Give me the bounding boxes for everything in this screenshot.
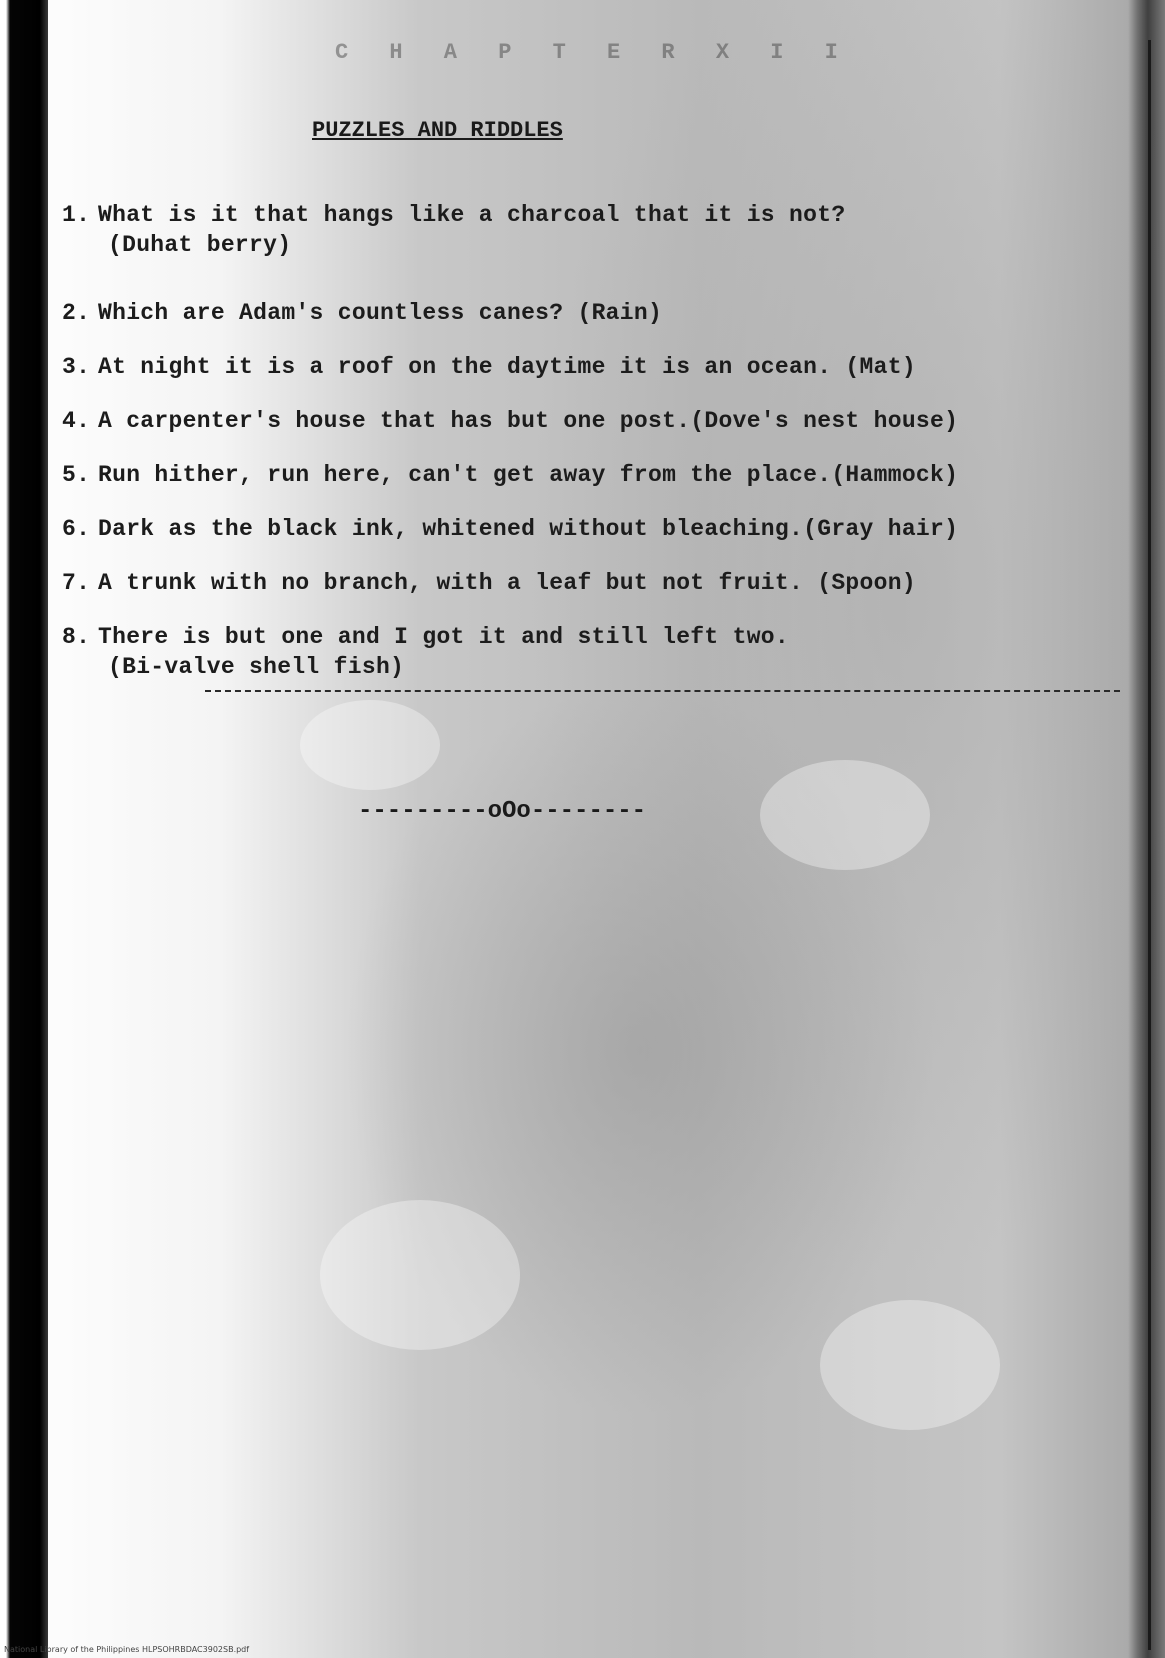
riddle-text: What is it that hangs like a charcoal that it is not? [98,202,846,228]
riddle-text: At night it is a roof on the daytime it is an ocean. (Mat) [98,354,916,380]
chapter-heading: C H A P T E R X I I [335,40,852,65]
texture-spot [320,1200,520,1350]
riddle-number: 7. [62,570,91,596]
riddle-3 [62,352,916,382]
riddle-8 [62,622,789,682]
riddle-number: 1. [62,202,91,228]
riddle-answer: (Duhat berry) [108,232,292,258]
section-divider [205,690,1120,692]
end-mark: ---------oOo-------- [358,798,647,825]
riddle-number: 5. [62,462,91,488]
page-title: PUZZLES AND RIDDLES [312,118,563,143]
texture-spot [300,700,440,790]
riddle-5 [62,460,958,490]
riddle-text: There is but one and I got it and still left two. [98,624,790,650]
texture-spot [760,760,930,870]
riddle-2 [62,298,662,328]
riddle-text: A trunk with no branch, with a leaf but not fruit. (Spoon) [98,570,916,596]
riddle-text: Dark as the black ink, whitened without bleaching.(Gray hair) [98,516,959,542]
riddle-number: 4. [62,408,91,434]
riddle-text: A carpenter's house that has but one post.(Dove's nest house) [98,408,959,434]
scan-footer: National Library of the Philippines HLPSOHRBDAC3902SB.pdf [4,1645,250,1654]
riddle-answer: (Bi-valve shell fish) [108,654,405,680]
riddle-4 [62,406,958,436]
texture-spot [820,1300,1000,1430]
riddle-number: 3. [62,354,91,380]
page-binding-edge [0,0,48,1658]
riddle-number: 2. [62,300,91,326]
riddle-7 [62,568,916,598]
page-right-shadow [1128,0,1165,1658]
riddle-text: Run hither, run here, can't get away from the place.(Hammock) [98,462,959,488]
riddle-number: 6. [62,516,91,542]
riddle-number: 8. [62,624,91,650]
riddle-1 [62,200,845,260]
page-right-border [1148,40,1151,1650]
riddle-6 [62,514,958,544]
riddle-text: Which are Adam's countless canes? (Rain) [98,300,663,326]
